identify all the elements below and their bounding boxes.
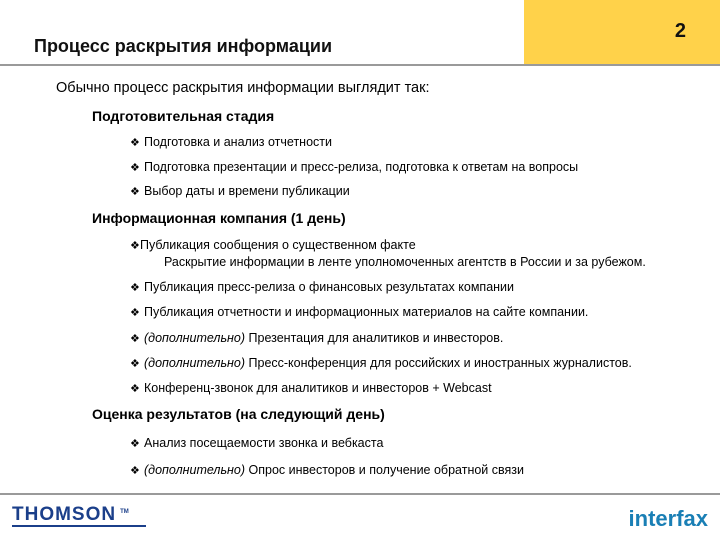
interfax-logo: interfax: [628, 506, 708, 531]
title-area: [0, 0, 524, 66]
page-number: 2: [674, 20, 686, 42]
intro-text: Обычно процесс раскрытия информации выглядит так:: [56, 80, 430, 96]
list-item: ❖ Подготовка и анализ отчетности: [130, 135, 332, 149]
section-title-preparation: Подготовительная стадия: [92, 108, 275, 124]
list-item: ❖Публикация сообщения о существенном факте: [130, 238, 416, 252]
diamond-bullet-icon: ❖: [130, 186, 140, 198]
diamond-bullet-icon: ❖: [130, 358, 140, 370]
list-item: ❖ (дополнительно) Опрос инвесторов и получение обратной связи: [130, 463, 524, 477]
diamond-bullet-icon: ❖: [130, 307, 140, 319]
list-item: ❖ Подготовка презентации и пресс-релиза, подготовка к ответам на вопросы: [130, 160, 579, 174]
list-item: ❖ (дополнительно) Презентация для аналитиков и инвесторов.: [130, 331, 504, 345]
footer-divider: [0, 493, 720, 495]
list-item: ❖ Конференц-звонок для аналитиков и инвесторов + Webcast: [130, 381, 492, 395]
diamond-bullet-icon: ❖: [130, 333, 140, 345]
list-item-subtext: Раскрытие информации в ленте уполномоченных агентств в России и за рубежом.: [164, 255, 646, 269]
diamond-bullet-icon: ❖: [130, 240, 140, 252]
list-item: ❖ Публикация пресс-релиза о финансовых результатах компании: [130, 280, 515, 294]
list-item: ❖ Публикация отчетности и информационных материалов на сайте компании.: [130, 305, 589, 319]
page-number-box: [524, 0, 720, 66]
section-title-results: Оценка результатов (на следующий день): [92, 406, 385, 422]
list-item: ❖ Выбор даты и времени публикации: [130, 184, 350, 198]
section-title-info-campaign: Информационная компания (1 день): [92, 210, 346, 226]
diamond-bullet-icon: ❖: [130, 438, 140, 450]
thomson-logo: THOMSON ™: [12, 504, 129, 525]
thomson-logo-underline: [12, 525, 146, 527]
slide-header: [0, 0, 720, 68]
diamond-bullet-icon: ❖: [130, 162, 140, 174]
slide-title: Процесс раскрытия информации: [34, 36, 333, 56]
list-item: ❖ (дополнительно) Пресс-конференция для российских и иностранных журналистов.: [130, 356, 632, 370]
diamond-bullet-icon: ❖: [130, 282, 140, 294]
list-item: ❖ Анализ посещаемости звонка и вебкаста: [130, 436, 384, 450]
diamond-bullet-icon: ❖: [130, 465, 140, 477]
diamond-bullet-icon: ❖: [130, 137, 140, 149]
diamond-bullet-icon: ❖: [130, 383, 140, 395]
